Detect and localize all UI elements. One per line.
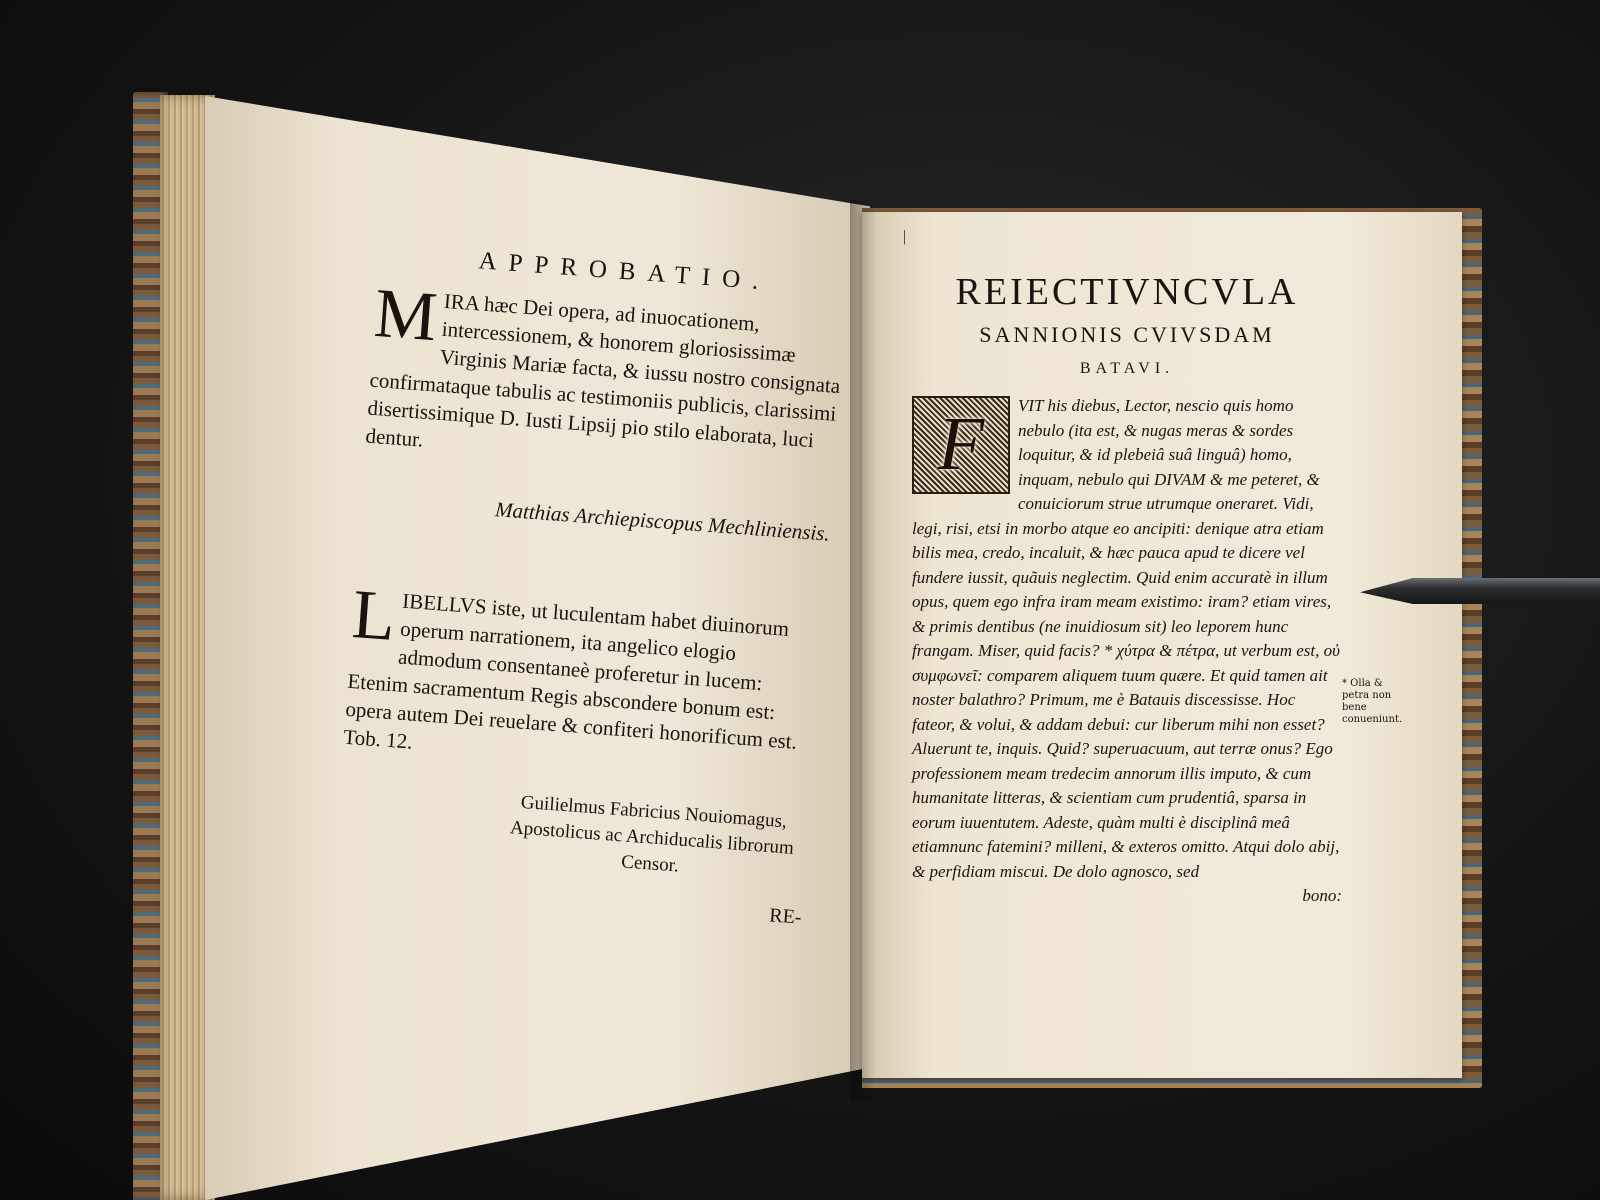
left-page-text bbox=[329, 240, 849, 973]
approbatio-paragraph bbox=[364, 274, 846, 484]
libellus-paragraph bbox=[342, 576, 824, 785]
page-mark: | bbox=[903, 228, 907, 245]
reiectiuncula-subtitle-batavi: BATAVI. bbox=[1079, 360, 1175, 377]
reiectiuncula-body-text: VIT his diebus, Lector, nescio quis homo nebulo (ita est, & nugas meras & sordes loquitur, & id plebeiâ suâ linguâ) homo, inquam, nebulo qui DIVAM & me peteret, & conuiciorum strue utrumque oneraret. Vidi, legi, risi, etsi in morbo atque eo ancipiti: denique atra etiam bilis mea, credo, incaluit, & hæc pauca apud te dicere vel fundere iussit, quãuis neglectim. Quid enim accuratè in illum opus, quem ego infra iram meam existimo: iram? etiam vires, & primis dentibus (ne inuidiosum sit) leo leporem hunc frangam. Miser, quid facis? * χύτρα & πέτρα, ut verbum est, οὐ συμφωνεῖ: comparem aliquem tuum quære. Et quid tamen ait noster balathro? Primum, me è Batauis discessisse. Hoc fateor, & volui, & addam debui: cur liberum mihi non esset? Aluerunt te, inquis. Quid? superuacuum, aut terræ onus? Ego professionem meam tredecim annorum illis imputo, & cum humanitate litteras, & scientiam cum prudentiâ, sparsa in eorum iuuentutem. Adeste, quàm multi è disciplinâ meâ etiamnunc fatemini? milleni, & exteros omitto. Atqui dolo abij, & perfidiam miscui. De dolo agnosco, sed bbox=[912, 396, 1340, 881]
approbatio-text: IRA hæc Dei opera, ad inuocationem, intercessionem, & honorem gloriosissimæ Virginis Mariæ facta, & iussu nostro consignata confirmataque tabulis ac testimoniis publicis, clarissimi disertissimique D. Iusti Lipsij pio stilo elaborata, luci dentur. bbox=[364, 288, 842, 453]
censor-signature: Guilielmus Fabricius Nouiomagus, Apostolicus ac Archiducalis librorum Censor. bbox=[509, 791, 795, 877]
libellus-dropcap: L bbox=[349, 576, 398, 657]
right-catchword: bono: bbox=[1302, 886, 1342, 905]
approbatio-dropcap: M bbox=[371, 274, 440, 357]
book-gutter-shadow bbox=[850, 200, 876, 1100]
reiectiuncula-title: REIECTIVNCVLA bbox=[955, 271, 1299, 313]
approbatio-heading: APPROBATIO. bbox=[477, 247, 772, 296]
ornate-dropcap-letter: F bbox=[937, 402, 985, 486]
right-page-text bbox=[912, 270, 1342, 923]
left-catchword: RE- bbox=[768, 904, 803, 929]
archbishop-signature: Matthias Archiepiscopus Mechliniensis. bbox=[494, 497, 831, 546]
ornate-dropcap bbox=[912, 396, 1010, 494]
reiectiuncula-subtitle: SANNIONIS CVIVSDAM bbox=[979, 322, 1275, 347]
libellus-text: IBELLVS iste, ut luculentam habet diuinorum operum narrationem, ita angelico elogio admodum consentaneè proferetur in lucem: Etenim sacramentum Regis abscondere bonum est: opera autem Dei reuelare & confiteri honorificum est. Tob. 12. bbox=[342, 588, 798, 754]
reiectiuncula-body bbox=[912, 394, 1342, 884]
margin-note: * Olla & petra non bene conueniunt. bbox=[1342, 678, 1403, 725]
